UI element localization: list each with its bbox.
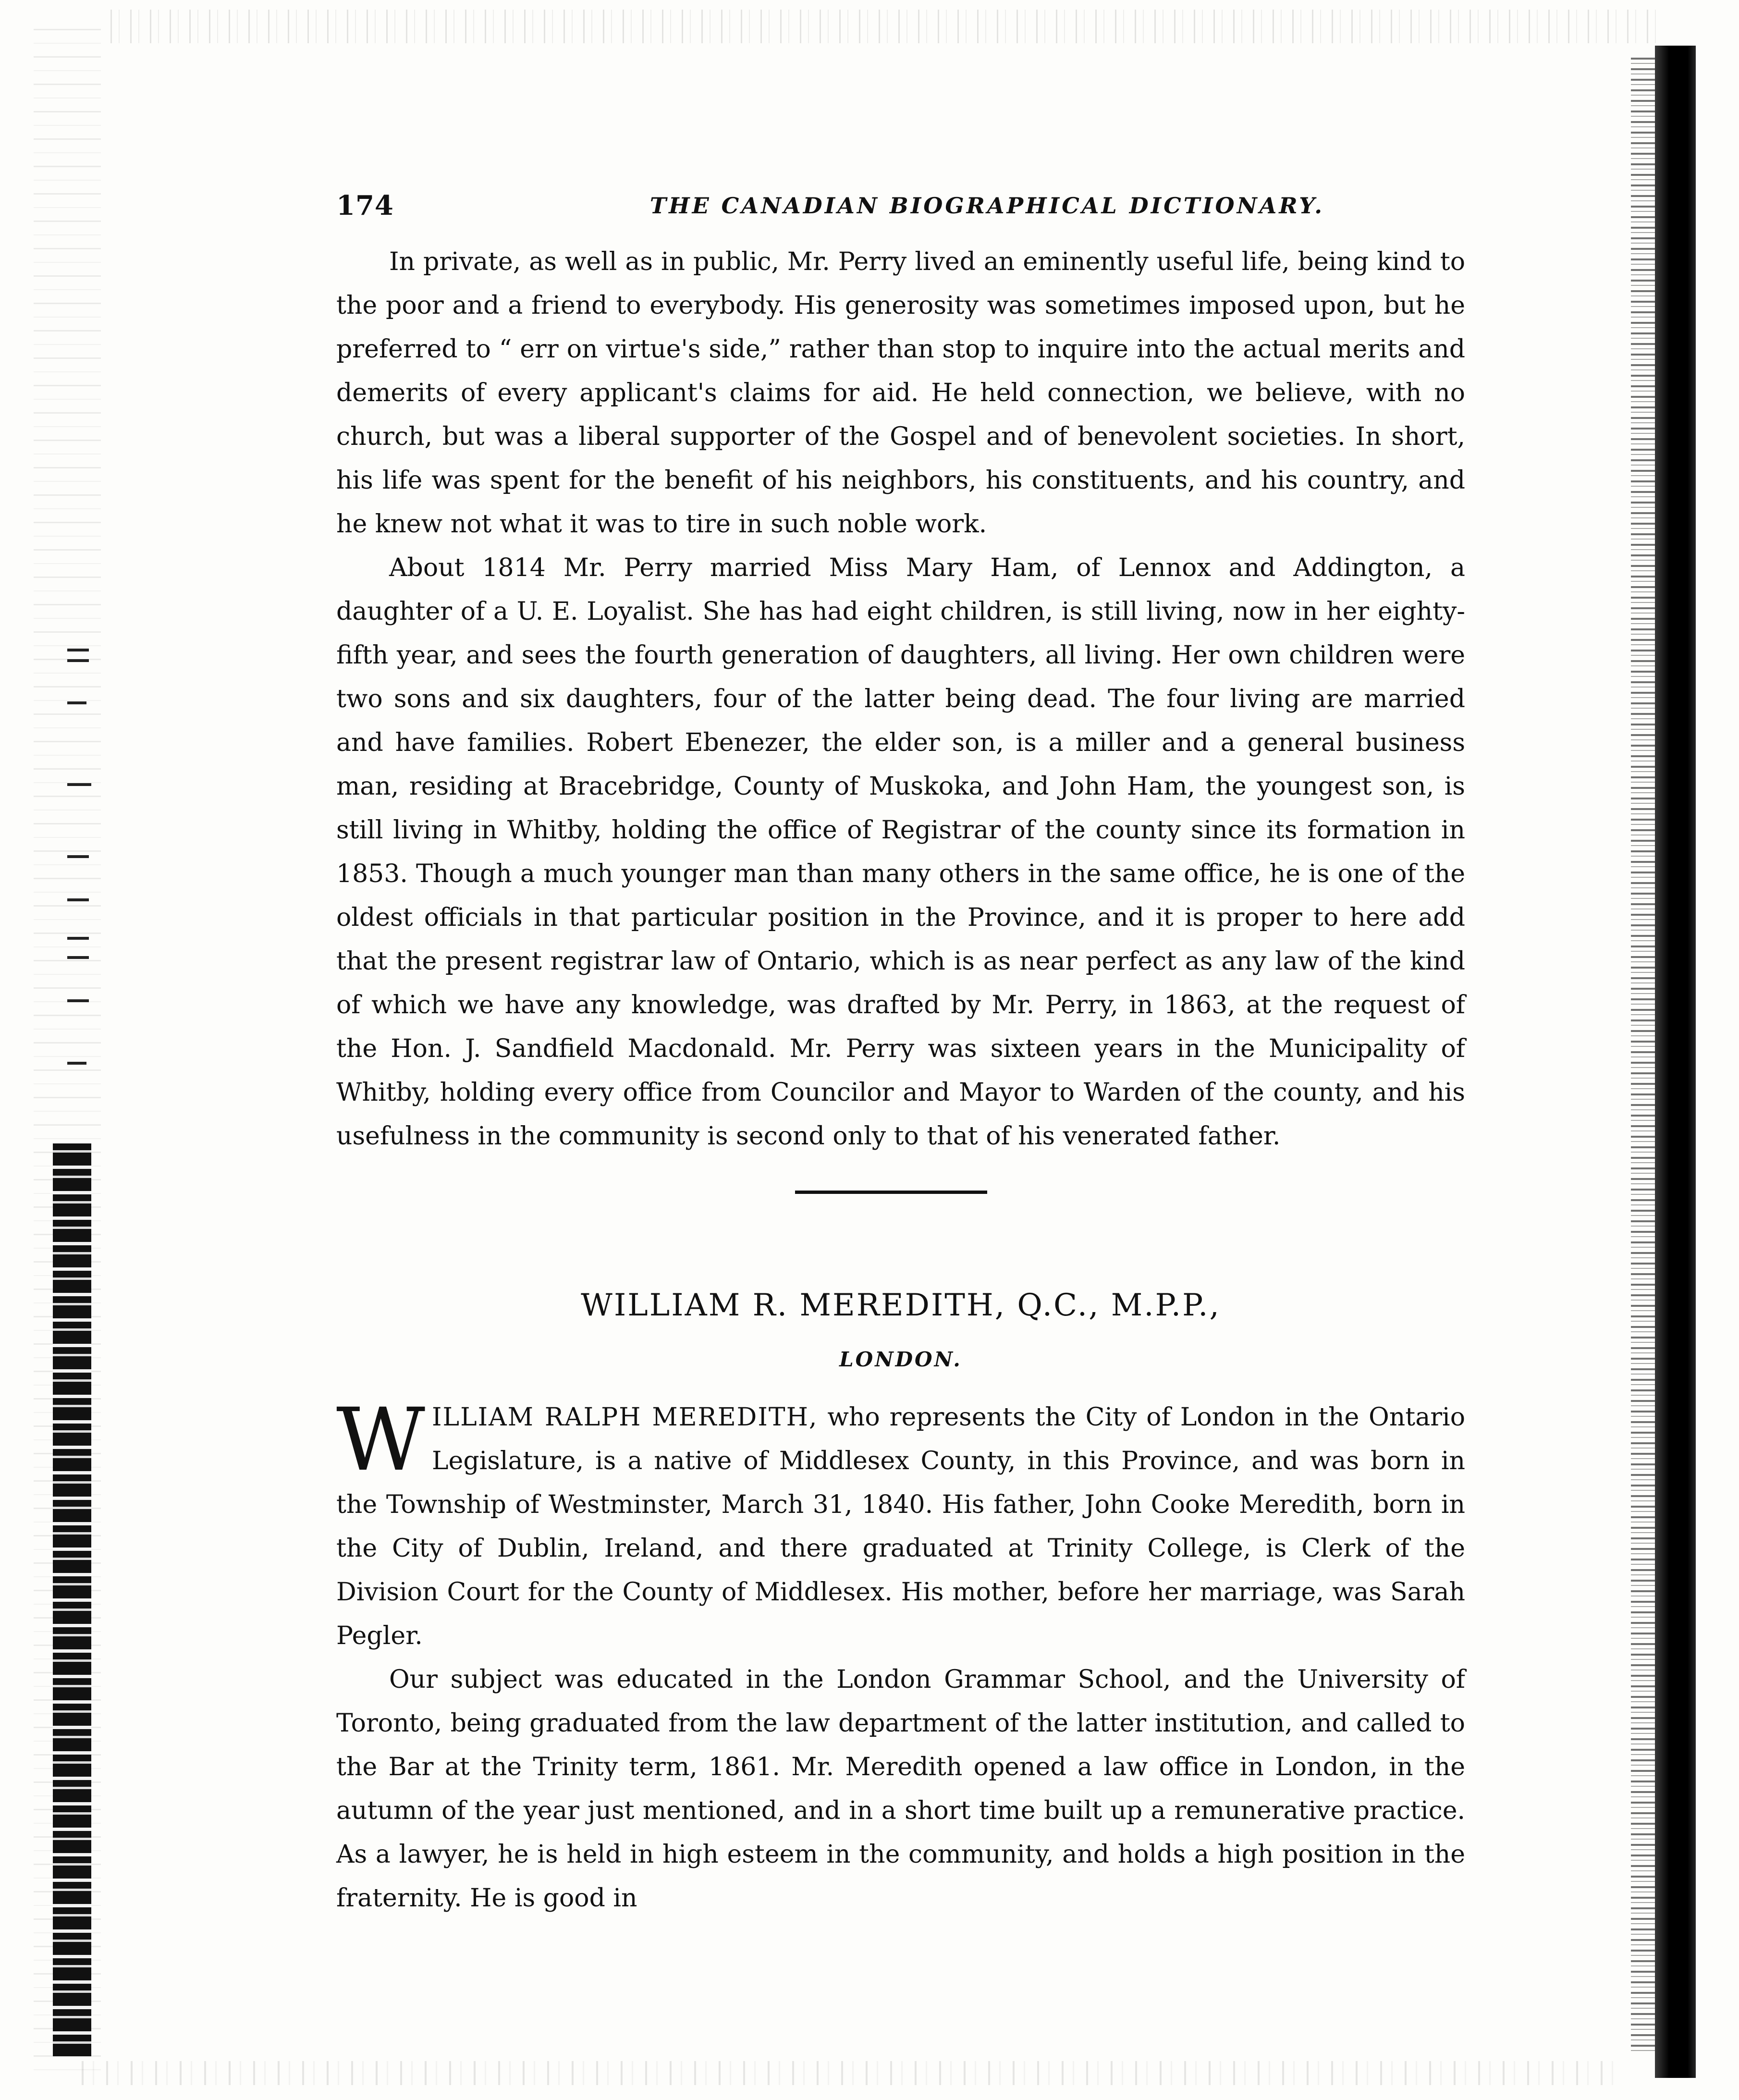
paragraph: Our subject was educated in the London Grammar School, and the University of Toronto, being graduated from the law department of the latter institution, and called to the Bar at the Trinity term, 1861. Mr. Meredith opened a law office in London, in the autumn of the year just mentioned, and in a short time built up a remunerative practice. As a lawyer, he is held in high esteem in the community, and holds a high position in the fraternity. He is good in <box>336 1665 1465 1913</box>
binding-mark <box>67 701 86 704</box>
scan-noise-bottom <box>82 2061 1619 2085</box>
page-number: 174 <box>336 190 394 221</box>
entry-location: LONDON. <box>839 1348 962 1371</box>
opening-caps: ILLIAM RALPH MEREDITH, <box>432 1403 818 1432</box>
binding-mark <box>67 1062 86 1065</box>
paragraph: In private, as well as in public, Mr. Perry lived an eminently useful life, being kind to the poor and a friend to everybody. His generosity was sometimes imposed upon, but he preferred to “ err on virtue's side,” rather than stop to inquire into the actual merits and demerits of every applicant's claims for aid. He held connection, we believe, with no church, but was a liberal supporter of the Gospel and of benevolent societies. In short, his life was spent for the benefit of his neighbors, his constituents, and his country, and he knew not what it was to tire in such noble work. <box>336 247 1465 539</box>
binding-mark <box>67 659 89 662</box>
meredith-entry-text <box>336 1390 1465 1920</box>
binding-strip-left <box>53 1143 91 2056</box>
drop-cap: W <box>336 1390 426 1490</box>
perry-entry-text <box>336 240 1465 1158</box>
binding-mark <box>67 999 89 1002</box>
running-header <box>336 190 1465 223</box>
paragraph <box>336 1390 1465 1658</box>
binding-mark <box>67 956 89 959</box>
paragraph-text: who represents the City of London in the Ontario Legislature, is a native of Middlesex County, in this Province, and was born in the Township of Westminster, March 31, 1840. His father, John Cooke Meredith, born in the City of Dublin, Ireland, and there graduated at Trinity College, is Clerk of the Division Court for the County of Middlesex. His mother, before her marriage, was Sarah Pegler. <box>336 1403 1465 1650</box>
binding-mark <box>67 783 91 786</box>
binding-mark <box>67 855 89 858</box>
paragraph: About 1814 Mr. Perry married Miss Mary Ham, of Lennox and Addington, a daughter of a U. E. Loyalist. She has had eight children, is still living, now in her eighty-fifth year, and sees the fourth generation of daughters, all living. Her own children were two sons and six daughters, four of the latter being dead. The four living are married and have families. Robert Ebenezer, the elder son, is a miller and a general business man, residing at Bracebridge, County of Muskoka, and John Ham, the youngest son, is still living in Whitby, holding the office of Registrar of the county since its formation in 1853. Though a much younger man than many others in the same office, he is one of the oldest officials in that particular position in the Province, and it is proper to here add that the present registrar law of Ontario, which is as near perfect as any law of the kind of which we have any knowledge, was drafted by Mr. Perry, in 1863, at the request of the Hon. J. Sandfield Macdonald. Mr. Perry was sixteen years in the Municipality of Whitby, holding every office from Councilor and Mayor to Warden of the county, and his usefulness in the community is second only to that of his venerated father. <box>336 553 1465 1151</box>
binding-mark <box>67 649 89 651</box>
scan-fringe-right <box>1631 58 1657 2051</box>
binding-mark <box>67 937 89 940</box>
scan-noise-top <box>110 10 1662 43</box>
running-title: THE CANADIAN BIOGRAPHICAL DICTIONARY. <box>649 193 1325 219</box>
binding-shadow-right <box>1655 46 1696 2078</box>
section-divider <box>795 1191 987 1194</box>
entry-heading: WILLIAM R. MEREDITH, Q.C., M.P.P., <box>581 1288 1221 1323</box>
binding-mark <box>67 898 89 901</box>
